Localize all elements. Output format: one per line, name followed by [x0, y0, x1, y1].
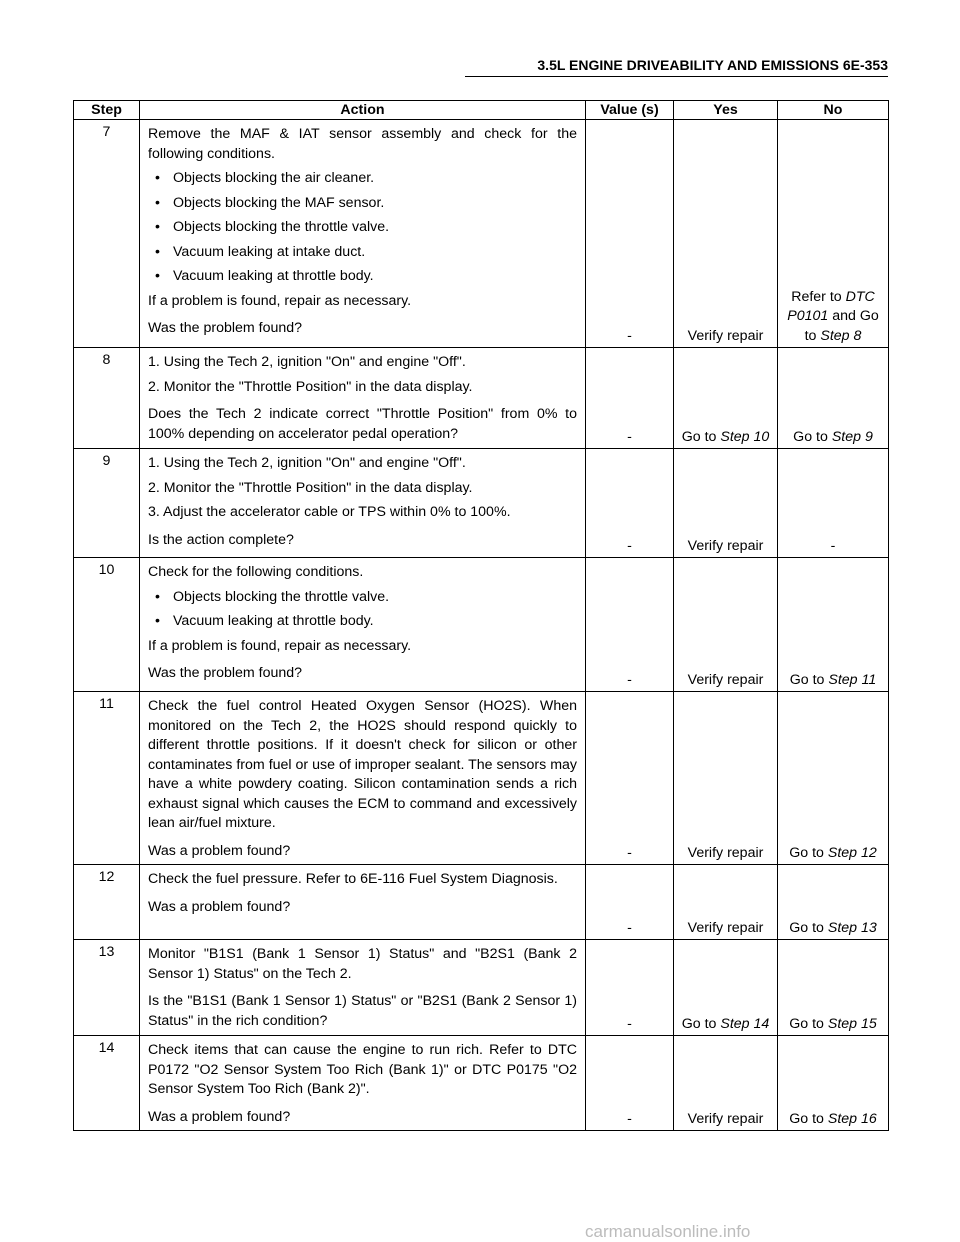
action-note: If a problem is found, repair as necessary.: [148, 637, 412, 654]
yes-text: Go to: [681, 428, 721, 445]
yes-text: Go to: [681, 1015, 721, 1032]
table-row: [74, 692, 889, 865]
action-question: Is the "B1S1 (Bank 1 Sensor 1) Status" or "B2S1 (Bank 2 Sensor 1) Status" in the rich condition?: [148, 993, 577, 1029]
no-text: Go to: [789, 919, 828, 936]
step-reference: Step 15: [827, 1015, 877, 1032]
action-question: Is the action complete?: [148, 531, 294, 548]
yes-cell: Verify repair: [674, 865, 778, 940]
value-cell: -: [586, 940, 674, 1036]
procedure-item: 1. Using the Tech 2, ignition "On" and engine "Off".: [148, 455, 466, 471]
condition-item: • Objects blocking the throttle valve.: [148, 218, 577, 238]
step-number: 8: [74, 348, 140, 449]
table-row: [74, 558, 889, 692]
step-reference: Step 9: [831, 428, 873, 445]
header-divider: [465, 76, 888, 77]
no-text: Go to: [793, 428, 832, 445]
action-question: Was the problem found?: [148, 320, 303, 336]
step-number: 13: [74, 940, 140, 1036]
no-cell: [778, 348, 889, 449]
no-cell: [778, 865, 889, 940]
condition-item: • Objects blocking the throttle valve.: [148, 588, 577, 608]
step-reference: Step 16: [827, 1110, 877, 1127]
action-cell: [140, 348, 586, 449]
yes-cell: [674, 940, 778, 1036]
no-text: Go to: [789, 1015, 828, 1032]
value-cell: -: [586, 865, 674, 940]
step-number: 12: [74, 865, 140, 940]
action-cell: [140, 940, 586, 1036]
no-text: Go to: [789, 671, 829, 688]
action-cell: [140, 449, 586, 558]
yes-cell: [674, 348, 778, 449]
column-header-action: Action: [140, 101, 586, 120]
table-row: [74, 120, 889, 348]
action-cell: [140, 120, 586, 348]
action-text: Check for the following conditions.: [148, 564, 364, 580]
action-text: Check the fuel control Heated Oxygen Sensor (HO2S). When monitored on the Tech 2, the HO2S should respond quickly to different throttle positions. If it doesn't check for silicon or other contaminates from fuel or use of improper sealant. The sensors may have a white powdery coating. Silicon contamination sends a rich exhaust signal which causes the ECM to command and excessively lean air/fuel mixture.: [148, 698, 577, 831]
yes-cell: Verify repair: [674, 558, 778, 692]
no-text: Go to: [789, 1110, 828, 1127]
value-cell: -: [586, 348, 674, 449]
procedure-item: 1. Using the Tech 2, ignition "On" and engine "Off".: [148, 354, 466, 370]
no-cell: [778, 558, 889, 692]
action-question: Was a problem found?: [148, 898, 291, 915]
watermark: carmanualsonline.info: [585, 1222, 751, 1241]
table-row: [74, 449, 889, 558]
no-text: Go to: [789, 844, 828, 861]
step-reference: Step 10: [720, 428, 770, 445]
action-text: Monitor "B1S1 (Bank 1 Sensor 1) Status" and "B2S1 (Bank 2 Sensor 1) Status" on the Tech 2.: [148, 946, 577, 982]
table-header-row: [74, 101, 889, 120]
column-header-no: No: [778, 101, 889, 120]
dtc-reference: DTC P0101: [787, 288, 875, 324]
step-number: 10: [74, 558, 140, 692]
action-cell: [140, 1036, 586, 1131]
action-text: Check the fuel pressure. Refer to 6E-116 Fuel System Diagnosis.: [148, 871, 558, 887]
action-note: If a problem is found, repair as necessary.: [148, 292, 412, 309]
value-cell: -: [586, 558, 674, 692]
step-number: 9: [74, 449, 140, 558]
procedure-item: 2. Monitor the "Throttle Position" in the data display.: [148, 378, 473, 395]
no-cell: [778, 1036, 889, 1131]
value-cell: -: [586, 449, 674, 558]
no-cell: [778, 120, 889, 348]
action-text: Check items that can cause the engine to run rich. Refer to DTC P0172 "O2 Sensor System Too Rich (Bank 1)" or DTC P0175 "O2 Sensor System Too Rich (Bank 2)".: [148, 1042, 577, 1097]
table-row: [74, 940, 889, 1036]
action-cell: [140, 692, 586, 865]
table-row: [74, 348, 889, 449]
step-number: 7: [74, 120, 140, 348]
column-header-yes: Yes: [674, 101, 778, 120]
action-question: Was the problem found?: [148, 665, 303, 681]
no-cell: -: [778, 449, 889, 558]
procedure-item: 2. Monitor the "Throttle Position" in the data display.: [148, 479, 473, 496]
step-reference: Step 12: [827, 844, 877, 861]
yes-cell: Verify repair: [674, 120, 778, 348]
table-row: [74, 865, 889, 940]
action-text: Remove the MAF & IAT sensor assembly and check for the following conditions.: [148, 126, 577, 162]
no-cell: [778, 940, 889, 1036]
step-number: 11: [74, 692, 140, 865]
diagnostic-table: [73, 100, 889, 1131]
condition-item: • Objects blocking the MAF sensor.: [148, 194, 577, 214]
yes-cell: Verify repair: [674, 1036, 778, 1131]
action-question: Was a problem found?: [148, 1108, 291, 1125]
step-reference: Step 13: [827, 919, 877, 936]
yes-cell: Verify repair: [674, 449, 778, 558]
action-cell: [140, 865, 586, 940]
table-row: [74, 1036, 889, 1131]
no-text: and Go to: [804, 308, 879, 344]
condition-item: • Vacuum leaking at throttle body.: [148, 612, 577, 632]
no-text: Refer to: [791, 288, 846, 305]
value-cell: -: [586, 120, 674, 348]
column-header-step: Step: [74, 101, 140, 120]
procedure-item: 3. Adjust the accelerator cable or TPS within 0% to 100%.: [148, 504, 511, 520]
condition-item: • Vacuum leaking at intake duct.: [148, 243, 577, 263]
action-cell: [140, 558, 586, 692]
step-reference: Step 11: [828, 671, 877, 688]
step-reference: Step 8: [820, 327, 862, 344]
condition-item: • Vacuum leaking at throttle body.: [148, 267, 577, 287]
condition-item: • Objects blocking the air cleaner.: [148, 169, 577, 189]
action-question: Was a problem found?: [148, 842, 291, 859]
step-number: 14: [74, 1036, 140, 1131]
value-cell: -: [586, 692, 674, 865]
column-header-value: Value (s): [586, 101, 674, 120]
no-cell: [778, 692, 889, 865]
step-reference: Step 14: [720, 1015, 770, 1032]
page-header-title: 3.5L ENGINE DRIVEABILITY AND EMISSIONS 6E-353: [537, 57, 888, 73]
action-question: Does the Tech 2 indicate correct "Throttle Position" from 0% to 100% depending on accelerator pedal operation?: [148, 406, 577, 442]
yes-cell: Verify repair: [674, 692, 778, 865]
value-cell: -: [586, 1036, 674, 1131]
